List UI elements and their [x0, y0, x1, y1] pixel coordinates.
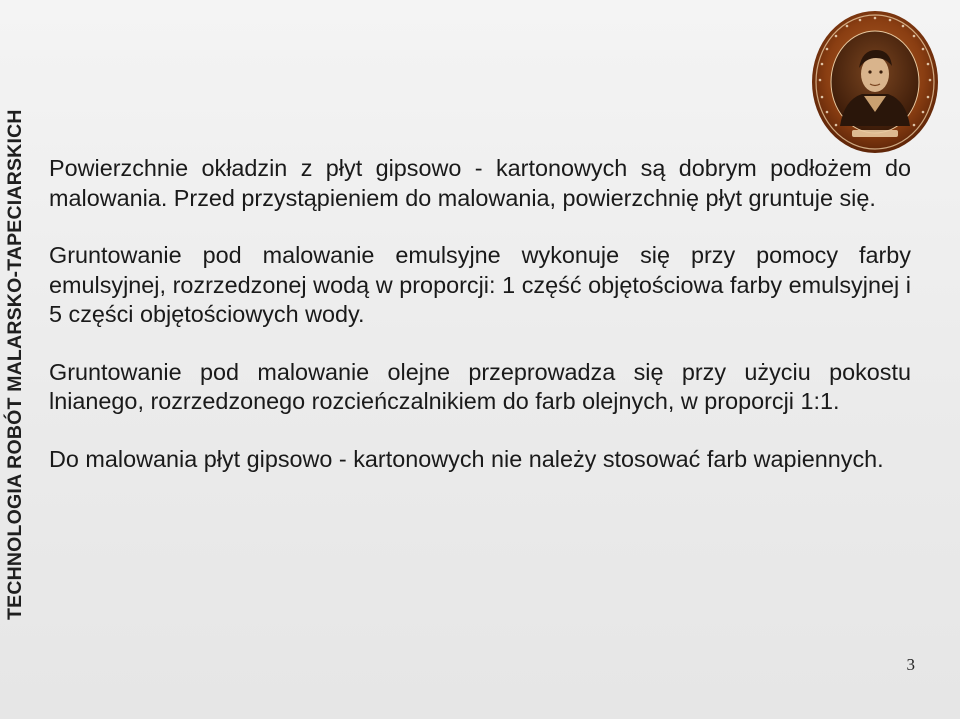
slide-body	[49, 154, 911, 502]
paragraph-oil-priming: Gruntowanie pod malowanie olejne przeprowadza się przy użyciu pokostu lnianego, rozrzedzonego rozcieńczalnikiem do farb olejnych, w proporcji 1:1.	[49, 358, 911, 414]
paragraph-emulsion-priming: Gruntowanie pod malowanie emulsyjne wykonuje się przy pomocy farby emulsyjnej, rozrzedzonej wodą w proporcji: 1 część objętościowa farby emulsyjnej i 5 części objętościowych wody.	[49, 242, 911, 327]
paragraph-gypsum-boards: Powierzchnie okładzin z płyt gipsowo - kartonowych są dobrym podłożem do malowania. Przed przystąpieniem do malowania, powierzchnię płyt gruntuje się.	[49, 155, 911, 211]
school-emblem-icon	[810, 8, 940, 156]
paragraph-lime-paint-warning: Do malowania płyt gipsowo - kartonowych nie należy stosować farb wapiennych.	[49, 445, 884, 472]
vertical-course-title: TECHNOLOGIA ROBÓT MALARSKO-TAPECIARSKICH	[4, 109, 26, 620]
page-number: 3	[906, 655, 915, 674]
